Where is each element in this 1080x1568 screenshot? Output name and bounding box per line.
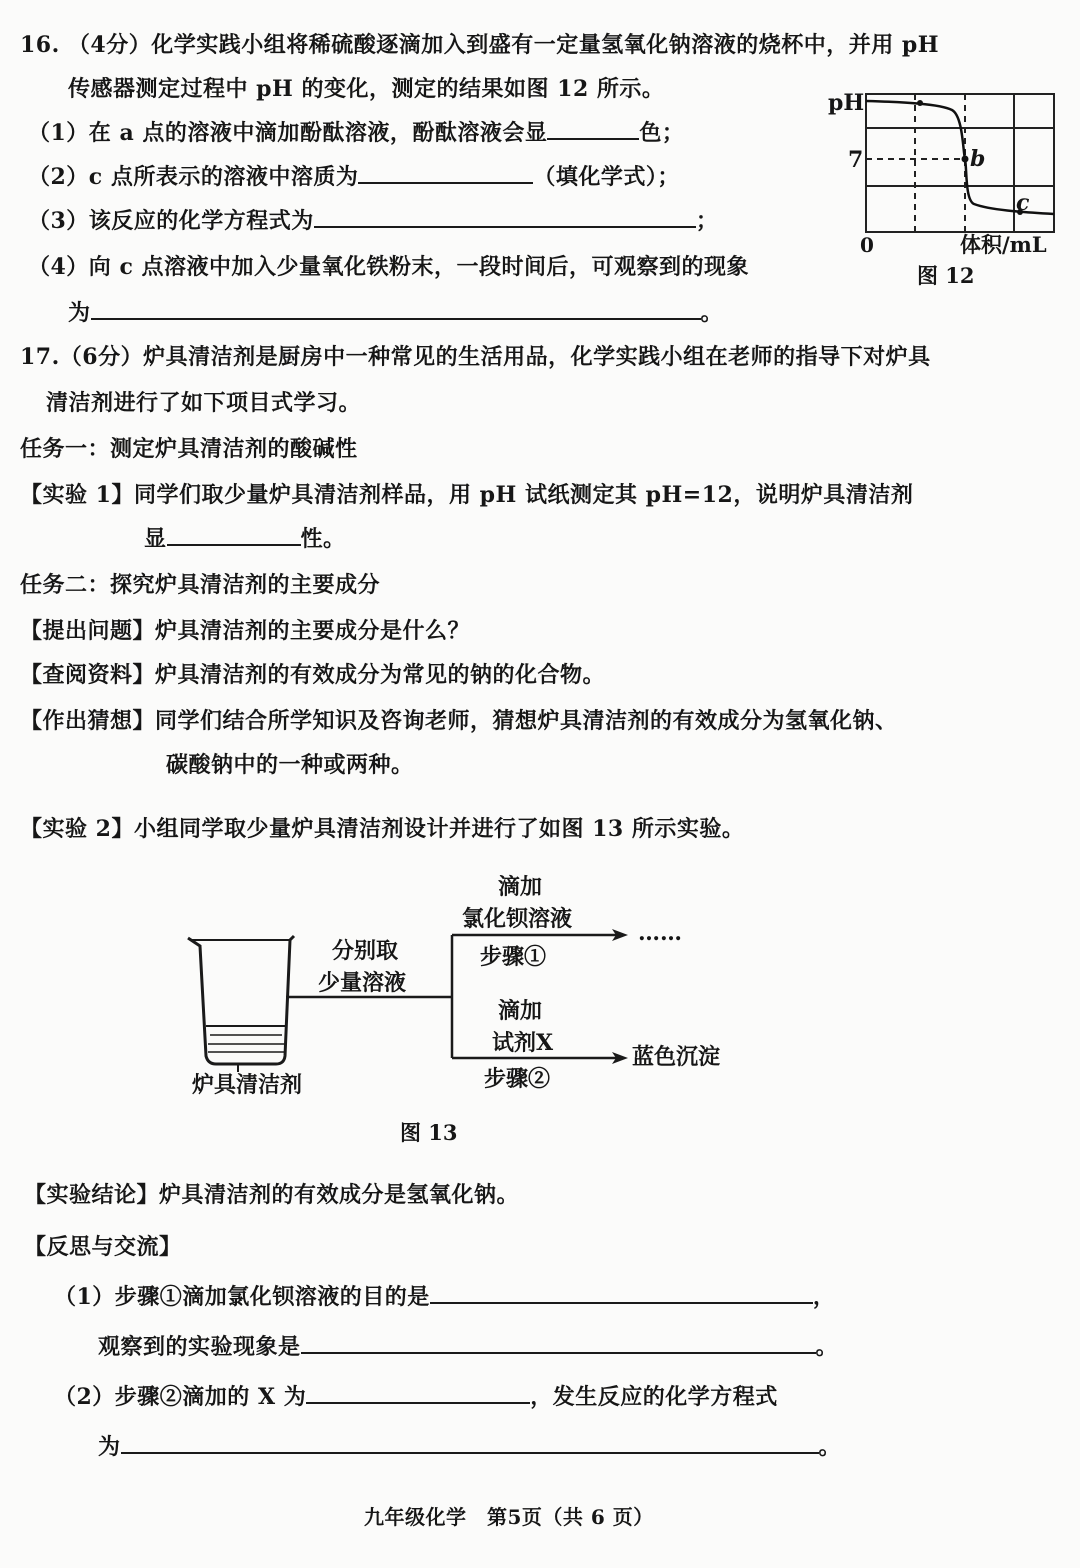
q16-part2-answer-blank[interactable] <box>358 162 533 184</box>
point-a-dot <box>917 100 923 106</box>
q16-part3-answer-blank[interactable] <box>314 206 696 228</box>
take-solution-label-1: 分别取 <box>332 938 399 964</box>
reflection-part2-cont <box>98 1432 841 1462</box>
point-b-dot <box>962 156 969 163</box>
step1-reagent-line2: 氯化钡溶液 <box>462 906 573 932</box>
q16-part1-text: （1）在 a 点的溶液中滴加酚酞溶液，酚酞溶液会显 <box>28 120 548 146</box>
q16-stem-line2: 传感器测定过程中 pH 的变化，测定的结果如图 12 所示。 <box>68 76 665 102</box>
experiment1-text: 【实验 1】同学们取少量炉具清洁剂样品，用 pH 试纸测定其 pH=12，说明炉具清洁剂 <box>20 482 914 508</box>
raise-question-text: 【提出问题】炉具清洁剂的主要成分是什么？ <box>20 618 471 644</box>
reflection-heading: 【反思与交流】 <box>24 1234 182 1260</box>
experiment1-text-c: 性。 <box>300 526 346 552</box>
take-solution-label-2: 少量溶液 <box>318 970 407 996</box>
figure-13-experiment-diagram <box>180 860 760 1150</box>
reflection-part1 <box>54 1282 835 1312</box>
q16-part4: （4）向 c 点溶液中加入少量氧化铁粉末，一段时间后，可观察到的现象 <box>28 254 750 280</box>
reflection-phenomenon-answer-blank[interactable] <box>301 1332 816 1354</box>
q16-part3-text-end: ； <box>695 208 719 234</box>
q16-part1-answer-blank[interactable] <box>547 118 639 140</box>
q16-part2-text: （2）c 点所表示的溶液中溶质为 <box>28 164 359 190</box>
origin-label: 0 <box>860 233 874 257</box>
q16-part3 <box>28 206 718 236</box>
reflection-part1-answer-blank[interactable] <box>430 1282 813 1304</box>
experiment1-answer-blank[interactable] <box>167 524 301 546</box>
point-c-label: c <box>1016 190 1030 216</box>
figure-12-caption: 图 12 <box>917 263 975 288</box>
hypothesis-text: 【作出猜想】同学们结合所学知识及咨询老师，猜想炉具清洁剂的有效成分为氢氧化钠、 <box>20 708 898 734</box>
reflection-part2 <box>54 1382 778 1412</box>
q16-part4-text-end: 。 <box>700 300 724 326</box>
reflection-phenomenon-text: 观察到的实验现象是 <box>98 1334 301 1360</box>
page-footer: 九年级化学 第5页（共 6 页） <box>364 1505 654 1529</box>
step2-reagent-line1: 滴加 <box>498 998 543 1024</box>
q16-stem-line1: 16. （4分）化学实践小组将稀硫酸逐滴加入到盛有一定量氢氧化钠溶液的烧杯中，并用 pH <box>20 32 940 58</box>
reflection-part2-text-b: ，发生反应的化学方程式 <box>530 1384 778 1410</box>
beaker-label: 炉具清洁剂 <box>192 1072 303 1098</box>
q16-part3-text: （3）该反应的化学方程式为 <box>28 208 314 234</box>
figure-12-ph-curve <box>820 82 1070 297</box>
q16-part2-text-end: （填化学式）； <box>533 164 680 190</box>
reflection-equation-end: 。 <box>818 1434 842 1460</box>
step2-result: 蓝色沉淀 <box>632 1044 721 1070</box>
reflection-equation-text: 为 <box>98 1434 121 1460</box>
reflection-part1-text: （1）步骤①滴加氯化钡溶液的目的是 <box>54 1284 430 1310</box>
conclusion-text: 【实验结论】炉具清洁剂的有效成分是氢氧化钠。 <box>24 1182 520 1208</box>
q16-part1-text-end: 色； <box>639 120 685 146</box>
step1-result-ellipsis: …… <box>638 920 682 946</box>
task1-heading: 任务一：测定炉具清洁剂的酸碱性 <box>20 436 358 462</box>
q17-stem-line1: 17.（6分）炉具清洁剂是厨房中一种常见的生活用品，化学实践小组在老师的指导下对炉具 <box>20 344 931 370</box>
q16-part4-answer-blank[interactable] <box>91 298 701 320</box>
q16-part4-cont <box>68 298 723 328</box>
step1-label: 步骤① <box>480 944 547 970</box>
consult-info-text: 【查阅资料】炉具清洁剂的有效成分为常见的钠的化合物。 <box>20 662 606 688</box>
y-tick-7: 7 <box>848 147 864 173</box>
q16-part2 <box>28 162 680 192</box>
hypothesis-cont: 碳酸钠中的一种或两种。 <box>166 752 414 778</box>
reflection-part2-reagent-blank[interactable] <box>306 1382 530 1404</box>
reflection-part2-text: （2）步骤②滴加的 X 为 <box>54 1384 307 1410</box>
x-axis-label: 体积/mL <box>960 232 1047 257</box>
y-axis-label: pH <box>828 90 865 116</box>
q16-part4-text: 为 <box>68 300 91 326</box>
reflection-part1-end: ， <box>812 1284 836 1310</box>
reflection-equation-answer-blank[interactable] <box>121 1432 819 1454</box>
experiment1-text-b: 显 <box>144 526 167 552</box>
q17-stem-line2: 清洁剂进行了如下项目式学习。 <box>46 390 362 416</box>
task2-heading: 任务二：探究炉具清洁剂的主要成分 <box>20 572 381 598</box>
step1-reagent-line1: 滴加 <box>498 874 543 900</box>
experiment1-cont <box>144 524 346 554</box>
point-b-label: b <box>970 146 986 172</box>
figure-13-caption: 图 13 <box>400 1120 458 1145</box>
experiment2-text: 【实验 2】小组同学取少量炉具清洁剂设计并进行了如图 13 所示实验。 <box>20 816 745 842</box>
step2-label: 步骤② <box>484 1066 551 1092</box>
reflection-part1-cont <box>98 1332 838 1362</box>
reflection-phenomenon-end: 。 <box>815 1334 839 1360</box>
step2-reagent-line2: 试剂X <box>492 1030 554 1056</box>
q16-part1 <box>28 118 684 148</box>
beaker-icon <box>188 936 294 1072</box>
